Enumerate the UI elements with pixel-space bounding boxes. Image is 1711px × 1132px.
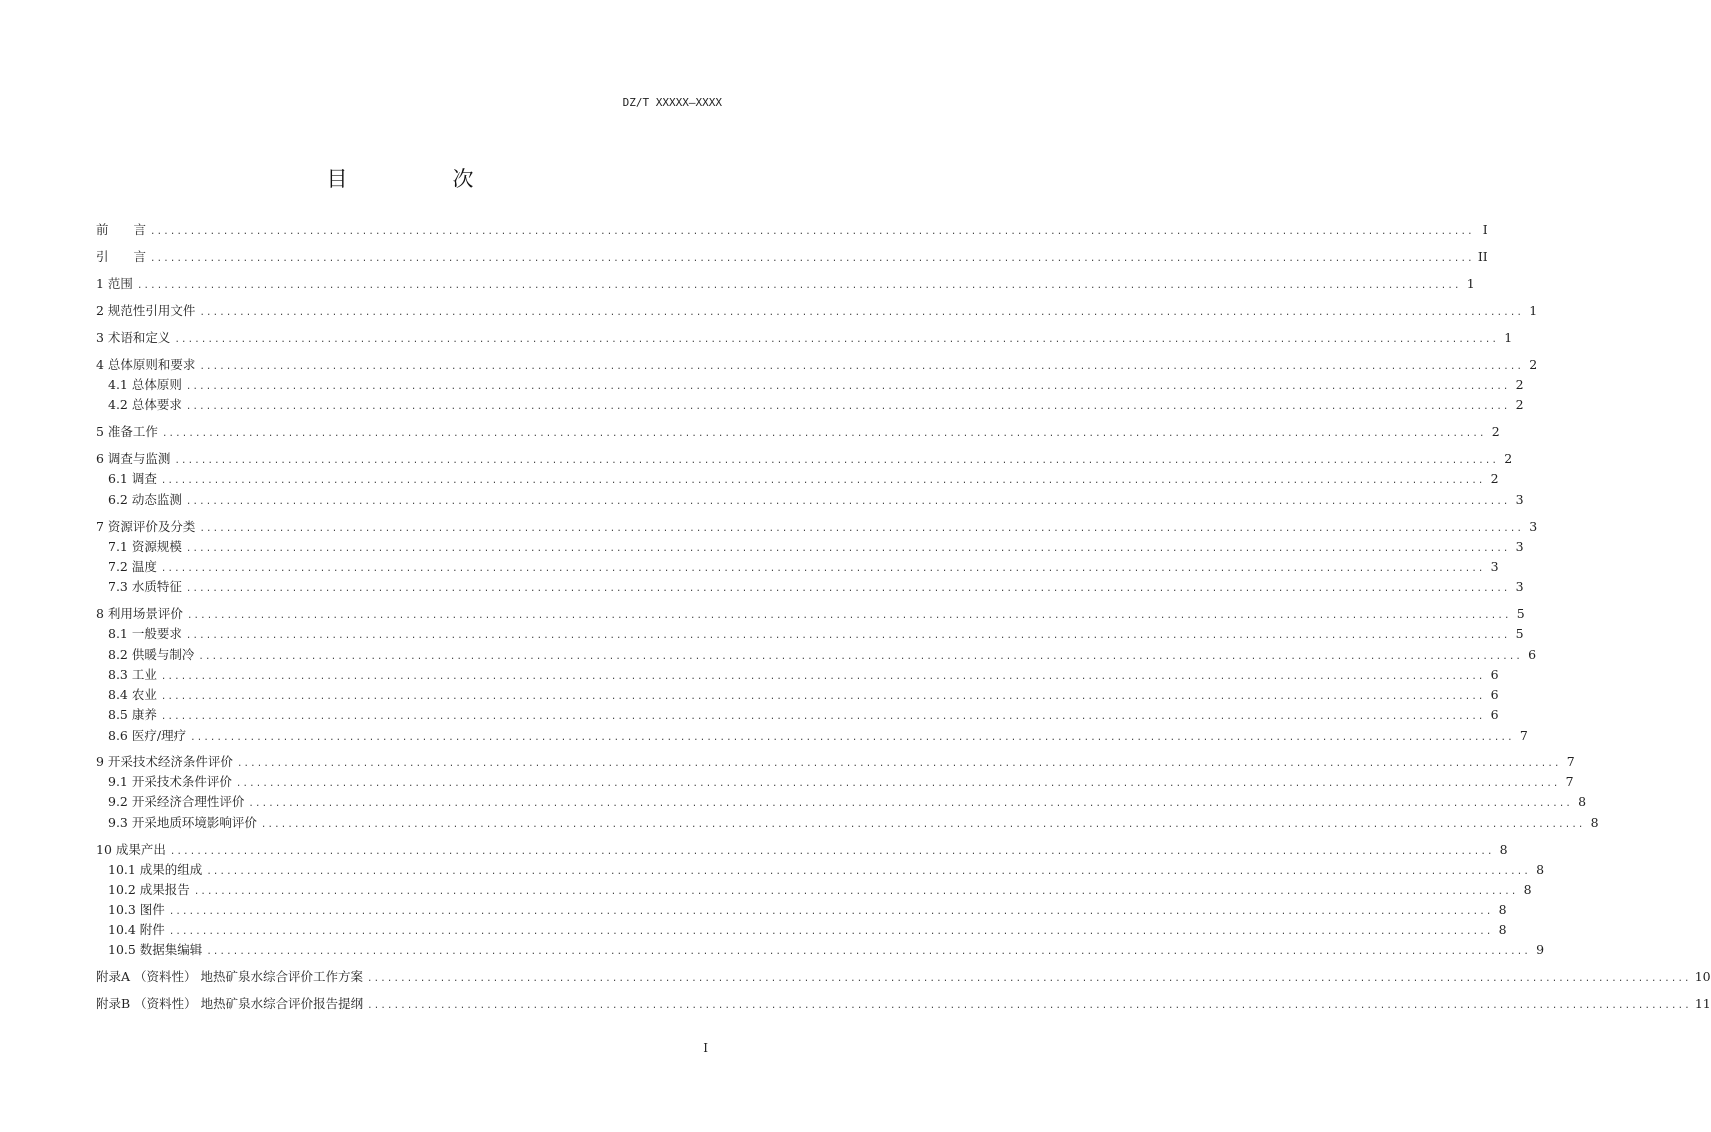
toc-leader-dots: ........................................................................................................................................................................................................	[260, 820, 1585, 830]
toc-entry-label: 4.1 总体原则	[108, 377, 182, 392]
toc-entry-page: 8	[1590, 815, 1599, 830]
toc-leader-dots: ........................................................................................................................................................................................................	[199, 308, 1524, 318]
toc-entry-label: 6.1 调查	[108, 471, 157, 486]
toc-leader-dots: ........................................................................................................................................................................................................	[235, 779, 1560, 789]
toc-entry-label: 7.2 温度	[108, 559, 157, 574]
toc-entry-page: 8	[1499, 842, 1508, 857]
toc-entry[interactable]	[108, 862, 1545, 878]
toc-entry[interactable]	[108, 667, 1499, 683]
toc-leader-dots: ........................................................................................................................................................................................................	[160, 692, 1485, 702]
toc-entry[interactable]	[108, 922, 1507, 938]
toc-entry-page: 1	[1504, 330, 1513, 345]
toc-entry-page: 9	[1536, 942, 1545, 957]
toc-entry[interactable]	[96, 357, 1538, 373]
toc-entry-page: 6	[1490, 707, 1499, 722]
toc-entry[interactable]	[108, 377, 1524, 393]
toc-entry-label: 8.4 农业	[108, 687, 157, 702]
toc-leader-dots: ........................................................................................................................................................................................................	[174, 456, 1499, 466]
toc-entry-page: 8	[1498, 902, 1507, 917]
toc-entry[interactable]	[96, 519, 1538, 535]
toc-entry-label: 9.1 开采技术条件评价	[108, 774, 232, 789]
toc-entry-label: 6.2 动态监测	[108, 492, 182, 507]
toc-entry[interactable]	[96, 222, 1488, 238]
toc-entry-page: 3	[1515, 492, 1524, 507]
toc-entry-label: 10.4 附件	[108, 922, 165, 937]
toc-entry-label: 10.5 数据集编辑	[108, 942, 203, 957]
toc-leader-dots: ........................................................................................................................................................................................................	[185, 402, 1510, 412]
toc-entry[interactable]	[108, 794, 1587, 810]
toc-entry-page: 3	[1515, 539, 1524, 554]
toc-entry-page: 8	[1523, 882, 1532, 897]
toc-entry-page: I	[1482, 222, 1488, 237]
toc-entry[interactable]	[108, 579, 1524, 595]
toc-entry-label: 8.1 一般要求	[108, 626, 182, 641]
toc-leader-dots: ........................................................................................................................................................................................................	[150, 227, 1474, 237]
toc-entry[interactable]	[108, 687, 1499, 703]
toc-leader-dots: ........................................................................................................................................................................................................	[174, 335, 1499, 345]
toc-entry-page: 1	[1529, 303, 1538, 318]
toc-entry[interactable]	[96, 249, 1488, 265]
toc-entry-label: 8.3 工业	[108, 667, 157, 682]
toc-entry-page: 3	[1529, 519, 1538, 534]
toc-entry[interactable]	[96, 996, 1711, 1012]
toc-leader-dots: ........................................................................................................................................................................................................	[367, 1001, 1691, 1011]
toc-entry-page: 6	[1490, 667, 1499, 682]
toc-leader-dots: ........................................................................................................................................................................................................	[199, 362, 1524, 372]
toc-entry-label: 前 言	[96, 222, 147, 237]
toc-leader-dots: ........................................................................................................................................................................................................	[198, 652, 1523, 662]
toc-leader-dots: ........................................................................................................................................................................................................	[199, 524, 1524, 534]
toc-entry-page: 8	[1578, 794, 1587, 809]
toc-entry-page: 5	[1515, 626, 1524, 641]
toc-entry-page: 3	[1490, 559, 1499, 574]
toc-entry-page: 8	[1498, 922, 1507, 937]
toc-entry-label: 7.3 水质特征	[108, 579, 182, 594]
toc-entry[interactable]	[96, 969, 1711, 985]
toc-leader-dots: ........................................................................................................................................................................................................	[160, 564, 1485, 574]
toc-leader-dots: ........................................................................................................................................................................................................	[168, 907, 1493, 917]
toc-entry[interactable]	[108, 707, 1499, 723]
toc-entry-page: 7	[1519, 728, 1528, 743]
toc-leader-dots: ........................................................................................................................................................................................................	[206, 867, 1531, 877]
toc-entry-page: II	[1477, 249, 1488, 264]
toc-leader-dots: ........................................................................................................................................................................................................	[150, 254, 1474, 264]
toc-entry-label: 10.3 图件	[108, 902, 165, 917]
toc-entry[interactable]	[96, 303, 1538, 319]
toc-entry-label: 9.2 开采经济合理性评价	[108, 794, 245, 809]
toc-entry[interactable]	[108, 626, 1524, 642]
toc-entry[interactable]	[108, 471, 1499, 487]
toc-entry-page: 2	[1504, 451, 1513, 466]
toc-entry-page: 2	[1515, 397, 1524, 412]
toc-leader-dots: ........................................................................................................................................................................................................	[206, 947, 1531, 957]
toc-entry[interactable]	[108, 882, 1532, 898]
toc-entry[interactable]	[96, 330, 1513, 346]
header-code: DZ/T XXXXX—XXXX	[622, 96, 722, 109]
toc-leader-dots: ........................................................................................................................................................................................................	[185, 544, 1510, 554]
toc-entry[interactable]	[108, 942, 1545, 958]
page-title: 目 次	[326, 167, 516, 191]
toc-leader-dots: ........................................................................................................................................................................................................	[185, 584, 1510, 594]
toc-leader-dots: ........................................................................................................................................................................................................	[366, 974, 1691, 984]
page-number: I	[703, 1041, 708, 1055]
toc-entry-page: 2	[1515, 377, 1524, 392]
toc-entry-page: 6	[1528, 647, 1537, 662]
toc-entry-label: 附录A （资料性） 地热矿泉水综合评价工作方案	[96, 969, 363, 984]
toc-entry-label: 3 术语和定义	[96, 330, 171, 345]
toc-leader-dots: ........................................................................................................................................................................................................	[169, 847, 1494, 857]
toc-leader-dots: ........................................................................................................................................................................................................	[248, 799, 1573, 809]
toc-entry-page: 7	[1566, 754, 1575, 769]
toc-entry[interactable]	[108, 774, 1574, 790]
toc-entry-label: 7 资源评价及分类	[96, 519, 196, 534]
toc-entry-page: 10	[1694, 969, 1711, 984]
toc-entry[interactable]	[108, 397, 1524, 413]
toc-entry-label: 6 调查与监测	[96, 451, 171, 466]
toc-entry-label: 4 总体原则和要求	[96, 357, 196, 372]
toc-entry-label: 2 规范性引用文件	[96, 303, 196, 318]
toc-entry-label: 附录B （资料性） 地热矿泉水综合评价报告提纲	[96, 996, 364, 1011]
toc-entry-label: 9.3 开采地质环境影响评价	[108, 815, 257, 830]
toc-entry-page: 2	[1490, 471, 1499, 486]
toc-entry-label: 1 范围	[96, 276, 133, 291]
toc-entry-page: 2	[1529, 357, 1538, 372]
toc-entry[interactable]	[108, 647, 1537, 663]
toc-leader-dots: ........................................................................................................................................................................................................	[136, 281, 1461, 291]
toc-leader-dots: ........................................................................................................................................................................................................	[160, 712, 1485, 722]
toc-entry[interactable]	[108, 539, 1524, 555]
toc-entry-page: 8	[1536, 862, 1545, 877]
toc-entry-page: 5	[1516, 606, 1525, 621]
toc-entry-page: 7	[1565, 774, 1574, 789]
toc-leader-dots: ........................................................................................................................................................................................................	[185, 497, 1510, 507]
toc-entry[interactable]	[108, 492, 1524, 508]
toc-leader-dots: ........................................................................................................................................................................................................	[186, 611, 1511, 621]
toc-entry-label: 8.2 供暖与制冷	[108, 647, 195, 662]
toc-entry-label: 8.6 医疗/理疗	[108, 728, 187, 743]
toc-entry-label: 8 利用场景评价	[96, 606, 183, 621]
toc-entry-label: 7.1 资源规模	[108, 539, 182, 554]
toc-entry[interactable]	[108, 728, 1528, 744]
toc-entry-page: 6	[1490, 687, 1499, 702]
toc-entry-label: 8.5 康养	[108, 707, 157, 722]
toc-leader-dots: ........................................................................................................................................................................................................	[193, 887, 1518, 897]
toc-leader-dots: ........................................................................................................................................................................................................	[160, 476, 1485, 486]
toc-leader-dots: ........................................................................................................................................................................................................	[185, 631, 1510, 641]
toc-entry-page: 11	[1694, 996, 1711, 1011]
toc-entry-page: 1	[1466, 276, 1475, 291]
toc-leader-dots: ........................................................................................................................................................................................................	[161, 429, 1486, 439]
toc-entry[interactable]	[96, 754, 1575, 770]
toc-entry[interactable]	[96, 842, 1508, 858]
toc-leader-dots: ........................................................................................................................................................................................................	[236, 759, 1561, 769]
toc-leader-dots: ........................................................................................................................................................................................................	[168, 927, 1493, 937]
toc-entry[interactable]	[96, 424, 1500, 440]
toc-leader-dots: ........................................................................................................................................................................................................	[190, 733, 1514, 743]
toc-entry-label: 引 言	[96, 249, 147, 264]
toc-entry-page: 2	[1491, 424, 1500, 439]
toc-entry-label: 10 成果产出	[96, 842, 166, 857]
toc-entry[interactable]	[108, 902, 1507, 918]
toc-entry-label: 5 准备工作	[96, 424, 158, 439]
toc-leader-dots: ........................................................................................................................................................................................................	[185, 382, 1510, 392]
toc-entry-label: 4.2 总体要求	[108, 397, 182, 412]
toc-entry[interactable]	[108, 559, 1499, 575]
toc-entry-page: 3	[1515, 579, 1524, 594]
toc-entry[interactable]	[96, 276, 1475, 292]
toc-entry[interactable]	[96, 451, 1513, 467]
toc-entry-label: 10.1 成果的组成	[108, 862, 203, 877]
toc-entry[interactable]	[108, 815, 1599, 831]
toc-entry-label: 10.2 成果报告	[108, 882, 190, 897]
toc-leader-dots: ........................................................................................................................................................................................................	[160, 672, 1485, 682]
toc-entry-label: 9 开采技术经济条件评价	[96, 754, 233, 769]
toc-entry[interactable]	[96, 606, 1525, 622]
